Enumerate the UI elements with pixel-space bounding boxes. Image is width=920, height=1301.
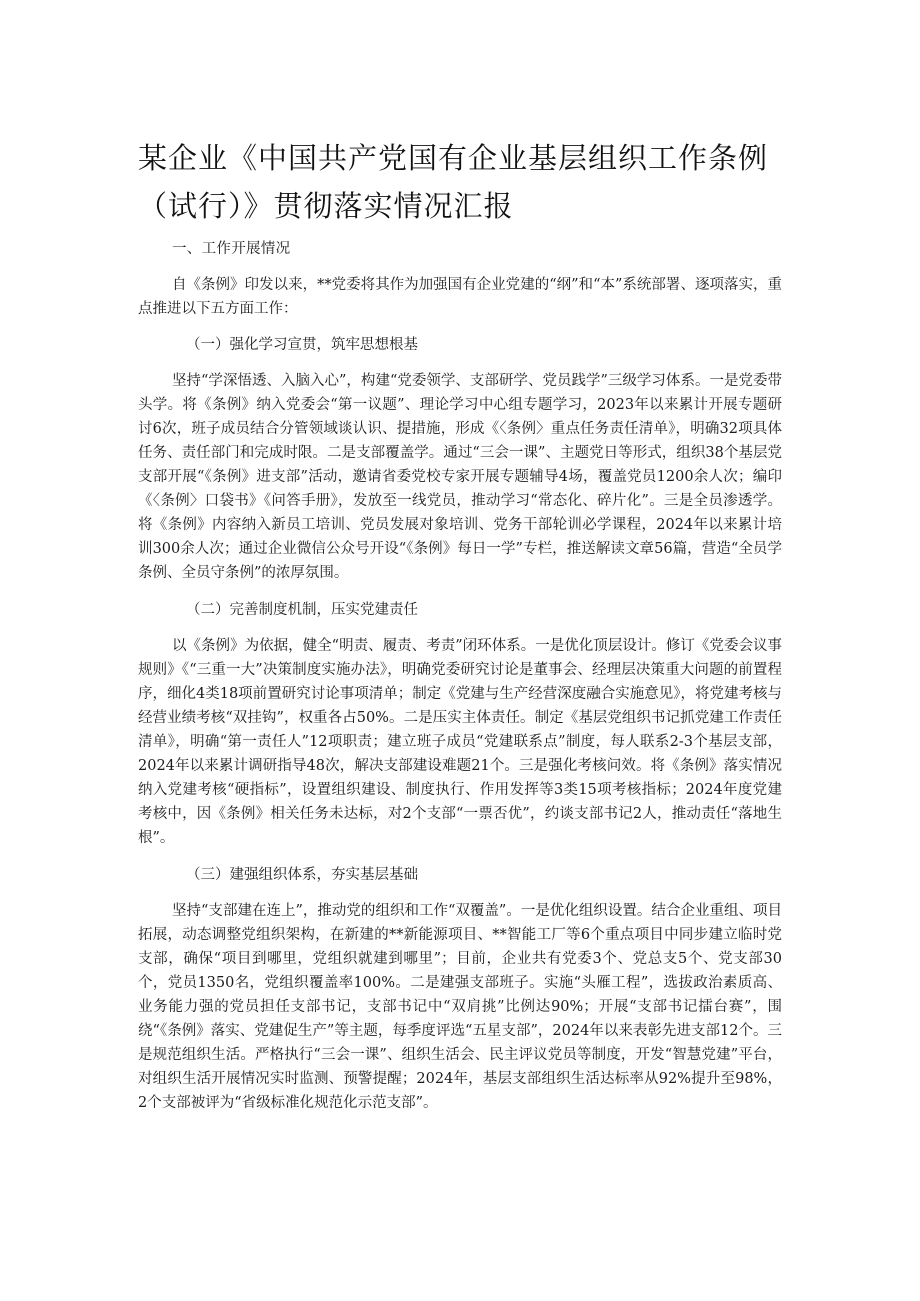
subsection-body-system: 以《条例》为依据，健全“明责、履责、考责”闭环体系。一是优化顶层设计。修订《党委会议事规则》《“三重一大”决策制度实施办法》，明确党委研究讨论是董事会、经理层决策重大问题的前置程序，细化4类18项前置研究讨论事项清单；制定《党建与生产经营深度融合实施意见》，将党建考核与经营业绩考核“双挂钩”，权重各占50%。二是压实主体责任。制定《基层党组织书记抓党建工作责任清单》，明确“第一责任人”12项职责；建立班子成员“党建联系点”制度，每人联系2-3个基层支部，2024年以来累计调研指导48次，解决支部建设难题21个。三是强化考核问效。将《条例》落实情况纳入党建考核“硬指标”，设置组织建设、制度执行、作用发挥等3类15项考核指标；2024年度党建考核中，因《条例》相关任务未达标，对2个支部“一票否优”，约谈支部书记2人，推动责任“落地生根”。 xyxy=(138,638,782,846)
subsection-heading-system: （二）完善制度机制，压实党建责任 xyxy=(186,602,418,618)
subsection-body-organization: 坚持“支部建在连上”，推动党的组织和工作“双覆盖”。一是优化组织设置。结合企业重组、项目拓展，动态调整党组织架构，在新建的**新能源项目、**智能工厂等6个重点项目中同步建立临时党支部，确保“项目到哪里，党组织就建到哪里”；目前，企业共有党委3个、党总支5个、党支部30个，党员1350名，党组织覆盖率100%。二是建强支部班子。实施“头雁工程”，选拔政治素质高、业务能力强的党员担任支部书记，支部书记中“双肩挑”比例达90%；开展“支部书记擂台赛”，围绕“《条例》落实、党建促生产”等主题，每季度评选“五星支部”，2024年以来表彰先进支部12个。三是规范组织生活。严格执行“三会一课”、组织生活会、民主评议党员等制度，开发“智慧党建”平台，对组织生活开展情况实时监测、预警提醒；2024年，基层支部组织生活达标率从92%提升至98%，2个支部被评为“省级标准化规范化示范支部”。 xyxy=(138,903,782,1111)
section-heading-work-progress: 一、工作开展情况 xyxy=(172,241,291,257)
subsection-body-study: 坚持“学深悟透、入脑入心”，构建“党委领学、支部研学、党员践学”三级学习体系。一是党委带头学。将《条例》纳入党委会“第一议题”、理论学习中心组专题学习，2023年以来累计开展专题研讨6次，班子成员结合分管领域谈认识、提措施，形成《〈条例〉重点任务责任清单》，明确32项具体任务、责任部门和完成时限。二是支部覆盖学。通过“三会一课”、主题党日等形式，组织38个基层党支部开展“《条例》进支部”活动，邀请省委党校专家开展专题辅导4场，覆盖党员1200余人次；编印《〈条例〉口袋书》《问答手册》，发放至一线党员，推动学习“常态化、碎片化”。三是全员渗透学。将《条例》内容纳入新员工培训、党员发展对象培训、党务干部轮训必学课程，2024年以来累计培训300余人次；通过企业微信公众号开设“《条例》每日一学”专栏，推送解读文章56篇，营造“全员学条例、全员守条例”的浓厚氛围。 xyxy=(138,373,782,581)
document-body xyxy=(138,237,782,1115)
subsection-heading-organization: （三）建强组织体系，夯实基层基础 xyxy=(186,867,418,883)
subsection-heading-study: （一）强化学习宣贯，筑牢思想根基 xyxy=(186,337,418,353)
document-title: 某企业《中国共产党国有企业基层组织工作条例（试行）》贯彻落实情况汇报 xyxy=(138,141,769,223)
intro-paragraph: 自《条例》印发以来，**党委将其作为加强国有企业党建的“纲”和“本”系统部署、逐项落实，重点推进以下五方面工作： xyxy=(138,277,782,317)
